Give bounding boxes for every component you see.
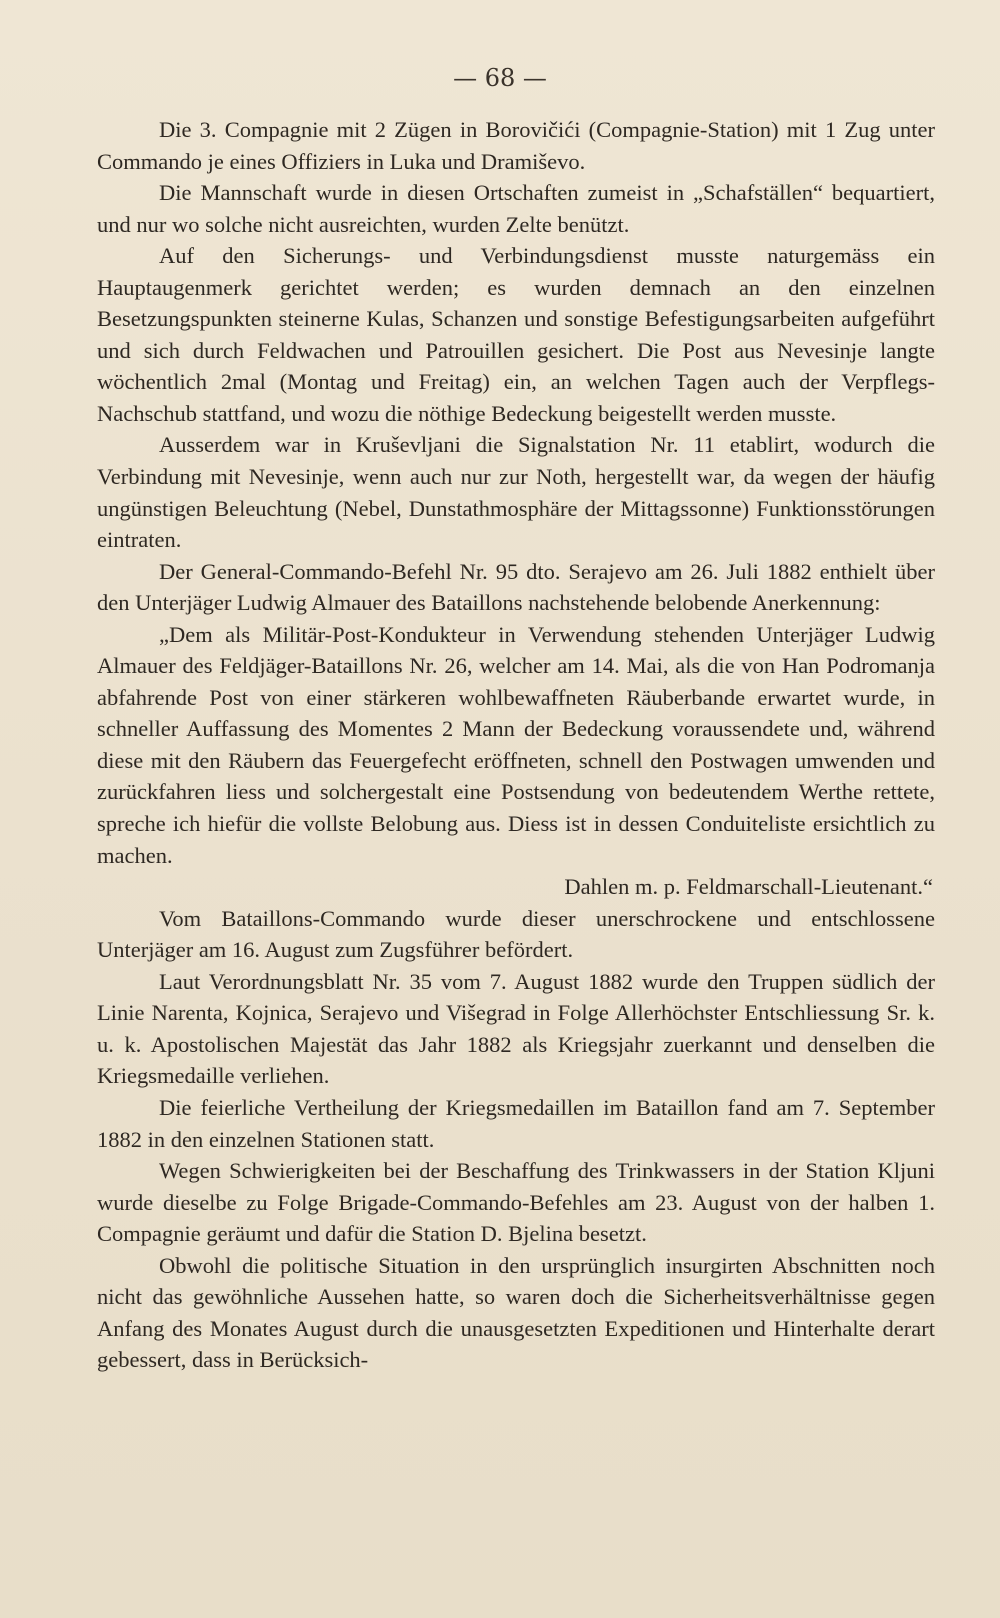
paragraph: Der General-Commando-Befehl Nr. 95 dto. Serajevo am 26. Juli 1882 enthielt über den Unterjäger Ludwig Almauer des Bataillons nachstehende belobende Anerkennung: [97, 558, 935, 616]
paragraph: Ausserdem war in Kruševljani die Signalstation Nr. 11 etablirt, wodurch die Verbindung mit Nevesinje, wenn auch nur zur Noth, hergestellt war, da wegen der häufig ungünstigen Beleuchtung (Nebel, Dunstathmosphäre der Mittagssonne) Funktionsstörungen eintraten. [97, 432, 935, 553]
paragraph: Vom Bataillons-Commando wurde dieser unerschrockene und entschlossene Unterjäger am 16. August zum Zugsführer befördert. [97, 905, 935, 963]
paragraph: Die 3. Compagnie mit 2 Zügen in Borovičići (Compagnie-Station) mit 1 Zug unter Commando je eines Offiziers in Luka und Dramiševo. [97, 117, 935, 174]
paragraph: Laut Verordnungsblatt Nr. 35 vom 7. August 1882 wurde den Truppen südlich der Linie Narenta, Kojnica, Serajevo und Višegrad in Folge Allerhöchster Entschliessung Sr. k. u. k. Apostolischen Majestät das Jahr 1882 als Kriegsjahr zuerkannt und denselben die Kriegsmedaille verliehen. [97, 968, 935, 1089]
signature-line: Dahlen m. p. Feldmarschall-Lieutenant.“ [564, 874, 933, 900]
paragraph: Die feierliche Vertheilung der Kriegsmedaillen im Bataillon fand am 7. September 1882 in den einzelnen Stationen statt. [97, 1094, 935, 1152]
paragraph: Die Mannschaft wurde in diesen Ortschaften zumeist in „Schafställen“ bequartiert, und nur wo solche nicht ausreichten, wurden Zelte benützt. [97, 180, 935, 237]
paragraph: Obwohl die politische Situation in den ursprünglich insurgirten Abschnitten noch nicht das gewöhnliche Aussehen hatte, so waren doch die Sicherheitsverhältnisse gegen Anfang des Monates August durch die unausgesetzten Expeditionen und Hinterhalte derart gebessert, dass in Berücksich- [97, 1252, 935, 1373]
quoted-commendation: „Dem als Militär-Post-Kondukteur in Verwendung stehenden Unterjäger Ludwig Almauer des Feldjäger-Bataillons Nr. 26, welcher am 14. Mai, als die von Han Podromanja abfahrende Post von einer stärkeren wohlbewaffneten Räuberbande erwartet wurde, in schneller Auffassung des Momentes 2 Mann der Bedeckung voraussendete und, während diese mit den Räubern das Feuergefecht eröffneten, schnell den Postwagen umwenden und zurückfahren liess und solchergestalt eine Postsendung von bedeutendem Werthe rettete, spreche ich hiefür die vollste Belobung aus. Diess ist in dessen Conduiteliste ersichtlich zu machen. [97, 621, 935, 868]
paragraph: Auf den Sicherungs- und Verbindungsdienst musste naturgemäss ein Hauptaugenmerk gerichtet werden; es wurden demnach an den einzelnen Besetzungspunkten steinerne Kulas, Schanzen und sonstige Befestigungsarbeiten aufgeführt und sich durch Feldwachen und Patrouillen gesichert. Die Post aus Nevesinje langte wöchentlich 2mal (Montag und Freitag) ein, an welchen Tagen auch der Verpflegs-Nachschub stattfand, und wozu die nöthige Bedeckung beigestellt werden musste. [97, 243, 935, 426]
page-number: — 68 — [453, 64, 547, 92]
body-text [97, 114, 935, 1376]
paragraph: Wegen Schwierigkeiten bei der Beschaffung des Trinkwassers in der Station Kljuni wurde dieselbe zu Folge Brigade-Commando-Befehles am 23. August von der halben 1. Compagnie geräumt und dafür die Station D. Bjelina besetzt. [97, 1158, 935, 1247]
